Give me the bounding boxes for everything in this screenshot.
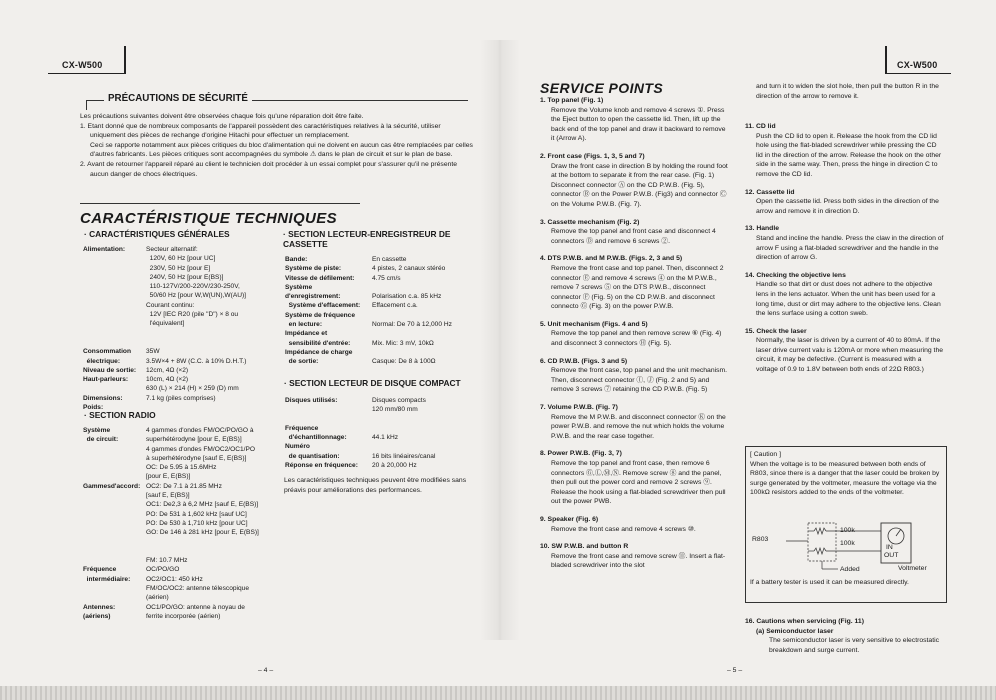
caution-text: When the voltage is to be measured between both ends of R803, since there is a danger that the laser could be broken by surge generated by the voltmeter, measure the voltage via the 100kΩ resistors added to the ends of the voltmeter. <box>750 460 940 497</box>
service-item-16 <box>745 617 945 655</box>
service-step-body: Draw the front case in direction B by holding the round foot at the bottom to separate it from the rear case. (Fig. 1) Disconnect connector Ⓐ on the CD P.W.B. (Fig. 5), connector Ⓑ on the Power P.W.B. (Fig3) and connector Ⓒ on the Volume P.W.B. (Fig. 7). <box>551 162 728 208</box>
service-step <box>540 152 730 210</box>
service-step <box>540 542 730 571</box>
service-step <box>540 403 730 441</box>
service-step <box>745 224 945 262</box>
left-header-rule <box>124 46 126 74</box>
item16-body: The semiconductor laser is very sensitive to electrostatic breakdown and surge current. <box>769 637 939 654</box>
service-step-title: 2. Front case (Figs. 1, 3, 5 and 7) <box>540 152 645 160</box>
right-page-number: – 5 – <box>727 667 743 674</box>
general-labels: Alimentation: Consommation électrique: Niveau de sortie: Haut-parleurs: Dimensions: Poids: <box>83 246 137 412</box>
cd-labels: Disques utilisés: Fréquence d'échantillonnage: Numéro de quantisation: Réponse en fréquence: <box>285 397 358 470</box>
cassette-labels: Bande: Système de piste: Vitesse de défilement: Système d'enregistrement: Système d'effacement: Système de fréquence en lecture: Impédance et sensibilité d'entrée: Impédance de charge de sortie: <box>285 256 361 366</box>
right-header-underline <box>885 73 951 74</box>
service-step-body: Open the cassette lid. Press both sides in the direction of the arrow and remove it in direction D. <box>756 198 939 215</box>
precautions-body <box>80 112 475 179</box>
cd-values: Disques compacts 120 mm/80 mm 44.1 kHz 16 bits linéaires/canal 20 à 20,000 Hz <box>372 397 436 470</box>
caution-resistor-1: 100k <box>840 527 855 534</box>
service-step-body: Handle so that dirt or dust does not adhere to the objective lens in the lens actuator. When the unit has been used for a long time, dust or dirt may adhere to the objective lens. Clean the lens surface using a cotton sweb. <box>756 281 941 318</box>
left-model-label: CX-W500 <box>62 60 103 70</box>
service-step-title: 1. Top panel (Fig. 1) <box>540 97 604 104</box>
left-page-number: – 4 – <box>258 667 274 674</box>
service-column-2 <box>745 122 945 383</box>
service-step <box>745 188 945 217</box>
radio-heading: · SECTION RADIO <box>84 410 156 420</box>
service-step-body: Remove the front case and top panel. Then, disconnect 2 connector Ⓔ and remove 4 screws ④ on the M P.W.B., remove 7 screws ⑤ on the DTS P.W.B., disconnect connector Ⓕ (Fig. 5) on the CD P.W.B. and disconnect connecto Ⓖ (Fig. 3) on the power P.W.B. <box>551 264 724 311</box>
caution-box <box>745 446 947 603</box>
service-step-title: 4. DTS P.W.B. and M P.W.B. (Figs. 2, 3 and 5) <box>540 255 683 263</box>
service-step-title: 9. Speaker (Fig. 6) <box>540 515 599 523</box>
caution-added-label: Added <box>840 566 860 573</box>
service-step <box>745 271 945 319</box>
spec-note: Les caractéristiques techniques peuvent être modifiées sans préavis pour améliorations des performances. <box>284 477 467 494</box>
cd-heading: · SECTION LECTEUR DE DISQUE COMPACT <box>284 378 461 388</box>
radio-values: 4 gammes d'ondes FM/OC/PO/GO à superhétérodyne [pour E, E(BS)] 4 gammes d'ondes FM/OC2/OC1/PO à superhétérodyne [sauf E, E(BS)] OC: De 5.95 à 15.6MHz [pour E, E(BS)] OC2: De 7.1 à 21.85 MHz [sauf E, E(BS)] OC1: De2,3 à 6,2 MHz [sauf E, E(BS)] PO: De 531 à 1,602 kHz [sauf UC] PO: De 530 à 1,710 kHz [pour UC] GO: De 146 à 281 kHz [pour E, E(BS)] FM: 10.7 MHz OC/PO/GO OC2/OC1: 450 kHz FM/OC/OC2: antenne télescopique (aérien) OC1/PO/GO: antenne à noyau de ferrite incorporée (aérien) <box>146 427 259 620</box>
caution-r803: R803 <box>752 536 769 543</box>
precautions-item-1: 1. Etant donné que de nombreux composants de l'appareil possèdent des caractéristiques relatives à la sécurité, utiliser uniquement des pièces de rechange d'origine Hitachi pour effectuer un remplacement. <box>80 122 441 140</box>
service-step-title: 6. CD P.W.B. (Figs. 3 and 5) <box>540 357 628 365</box>
service-step-title: 5. Unit mechanism (Figs. 4 and 5) <box>540 320 648 328</box>
service-step-body: Remove the top panel and front case and disconnect 4 connectors Ⓓ and remove 6 screws ②. <box>551 228 716 245</box>
service-step-body: Push the CD lid to open it. Release the hook from the CD lid hole using the flat-bladed screwdriver while pressing the CD lid in the direction of the arrow. Release the hook on the other side in the same way. Then, press the hinge in direction C to remove the CD lid. <box>756 132 942 178</box>
service-step <box>540 320 730 349</box>
precautions-rule-corner <box>86 100 87 110</box>
cassette-heading: · SECTION LECTEUR-ENREGISTREUR DE CASSETTE <box>283 229 451 249</box>
radio-labels: Système de circuit: Gammesd'accord: Fréquence intermédiaire: Antennes: (aériens) <box>83 427 141 620</box>
caution-in-label: IN <box>886 544 893 551</box>
service-step <box>540 357 730 395</box>
service-step-title: 10. SW P.W.B. and button R <box>540 543 629 551</box>
item16-title: 16. Cautions when servicing (Fig. 11) <box>745 618 864 625</box>
service-step-title: 13. Handle <box>745 225 779 233</box>
service-step <box>540 254 730 312</box>
service-column-2-top: and turn it to widen the slot hole, then pull the button R in the direction of the arrow to remove it. <box>756 83 939 100</box>
service-points-title: SERVICE POINTS <box>540 80 664 96</box>
spec-title: CARACTÉRISTIQUE TECHNIQUES <box>80 210 338 227</box>
precautions-rule-right <box>258 100 468 101</box>
scan-edge <box>0 686 996 700</box>
service-step-title: 14. Checking the objective lens <box>745 271 846 279</box>
general-heading: · CARACTÉRISTIQUES GÉNÉRALES <box>84 229 230 239</box>
caution-resistor-2: 100k <box>840 540 855 547</box>
left-header-underline <box>48 73 125 74</box>
service-column-1 <box>540 96 730 579</box>
caution-out-label: OUT <box>884 552 899 559</box>
service-step <box>540 449 730 507</box>
service-step-body: Remove the front case and remove 4 screws ⑩. <box>551 525 696 533</box>
item16-subtitle: (a) Semiconductor laser <box>756 627 834 635</box>
service-step-title: 8. Power P.W.B. (Fig. 3, 7) <box>540 450 622 458</box>
service-step-title: 7. Volume P.W.B. (Fig. 7) <box>540 404 618 412</box>
general-values: Secteur alternatif: 120V, 60 Hz [pour UC] 230V, 50 Hz [pour E] 240V, 50 Hz [pour E(BS)] 110-127V/200-220V/230-250V, 50/60 Hz [pour W,W(UN),W(AU)] Courant continu: 12V [IEC R20 (pile "D") × 8 ou l'équivalent] 35W 3.5W×4 + 8W (C.C. à 10% D.H.T.) 12cm, 4Ω (×2) 10cm, 4Ω (×2) 630 (L) × 214 (H) × 259 (D) mm 7.1 kg (piles comprises) <box>146 246 247 402</box>
service-step <box>745 122 945 180</box>
service-step-body: Remove the front case and remove screw ⑪. Insert a flat-bladed screwdriver into the slot <box>551 552 726 570</box>
service-step-title: 3. Cassette mechanism (Fig. 2) <box>540 218 640 226</box>
service-step-title: 15. Check the laser <box>745 327 807 335</box>
precautions-item-2: 2. Avant de retourner l'appareil réparé au client le technicien doit procéder à un essai complet pour s'assurer qu'il ne présente aucun danger de chocs électriques. <box>80 160 458 178</box>
service-step <box>745 327 945 375</box>
service-step-title: 12. Cassette lid <box>745 188 795 196</box>
caution-title: [ Caution ] <box>750 451 781 458</box>
service-step <box>540 96 730 144</box>
service-step <box>540 218 730 247</box>
precautions-item-1b: Ceci se rapporte notamment aux pièces critiques du bloc d'alimentation qui ne doivent en aucun cas être remplacées par celles d'autres fabricants. Les pièces critiques sont accompagnées du symbole ⚠ dans le plan de circuit et sur le plan de base. <box>90 141 473 159</box>
precautions-title: PRÉCAUTIONS DE SÉCURITÉ <box>104 93 252 104</box>
page-fold <box>480 40 520 640</box>
precautions-bottom-rule <box>80 203 360 204</box>
caution-voltmeter-label: Voltmeter <box>898 565 927 572</box>
service-step-body: Remove the top panel and front case, then remove 6 connectors Ⓖ,Ⓛ,Ⓜ,Ⓝ. Remove screw ⑧ and the panel, then pull out the power cord and remove 2 screws ⑨. Release the hook using a flat-bladed screwdriver then pull out the power PWB. <box>551 460 726 506</box>
caution-footer: If a battery tester is used it can be measured directly. <box>750 579 909 586</box>
service-step-body: Remove the M P.W.B. and disconnect connector Ⓚ on the power P.W.B. and remove the nut which holds the volume P.W.B. and the rear case together. <box>551 413 726 440</box>
service-step-title: 11. CD lid <box>745 123 776 130</box>
right-model-label: CX-W500 <box>897 60 938 70</box>
service-step <box>540 515 730 534</box>
cassette-values: En cassette 4 pistes, 2 canaux stéréo 4.75 cm/s Polarisation c.a. 85 kHz Effacement c.a. Normal: De 70 à 12,000 Hz Mix. Mic: 3 mV, 10kΩ Casque: De 8 à 100Ω <box>372 256 452 366</box>
precautions-intro: Les précautions suivantes doivent être observées chaque fois qu'une réparation doit être faite. <box>80 113 364 120</box>
service-step-body: Remove the Volume knob and remove 4 screws ①. Press the Eject button to open the cassette lid. Then, lift up the back end of the top panel and draw it backward to remove it (Arrow A). <box>551 106 726 143</box>
service-step-body: Remove the top panel and then remove screw ⑥ (Fig. 4) and disconnect 3 connectors Ⓗ (Fig. 5). <box>551 330 722 348</box>
right-header-rule <box>885 46 887 74</box>
service-step-body: Normally, the laser is driven by a current of 40 to 80mA. If the laser drive current valu is 120mA or more when measuring the circuit, it may be defective. (Current is measured with a voltage of 0.9 to 1.8V between both ends of 22Ω R803.) <box>756 337 944 374</box>
service-step-body: Stand and incline the handle. Press the claw in the direction of arrow F using a flat-bladed screwdriver and the handle in the direction of arrow G. <box>756 234 944 262</box>
service-step-body: Remove the front case, top panel and the unit mechanism. Then, disconnect connector Ⓘ, Ⓙ (Fig. 2 and 5) and remove 3 screws ⑦ retaining the CD P.W.B. (Fig. 5) <box>551 367 728 394</box>
